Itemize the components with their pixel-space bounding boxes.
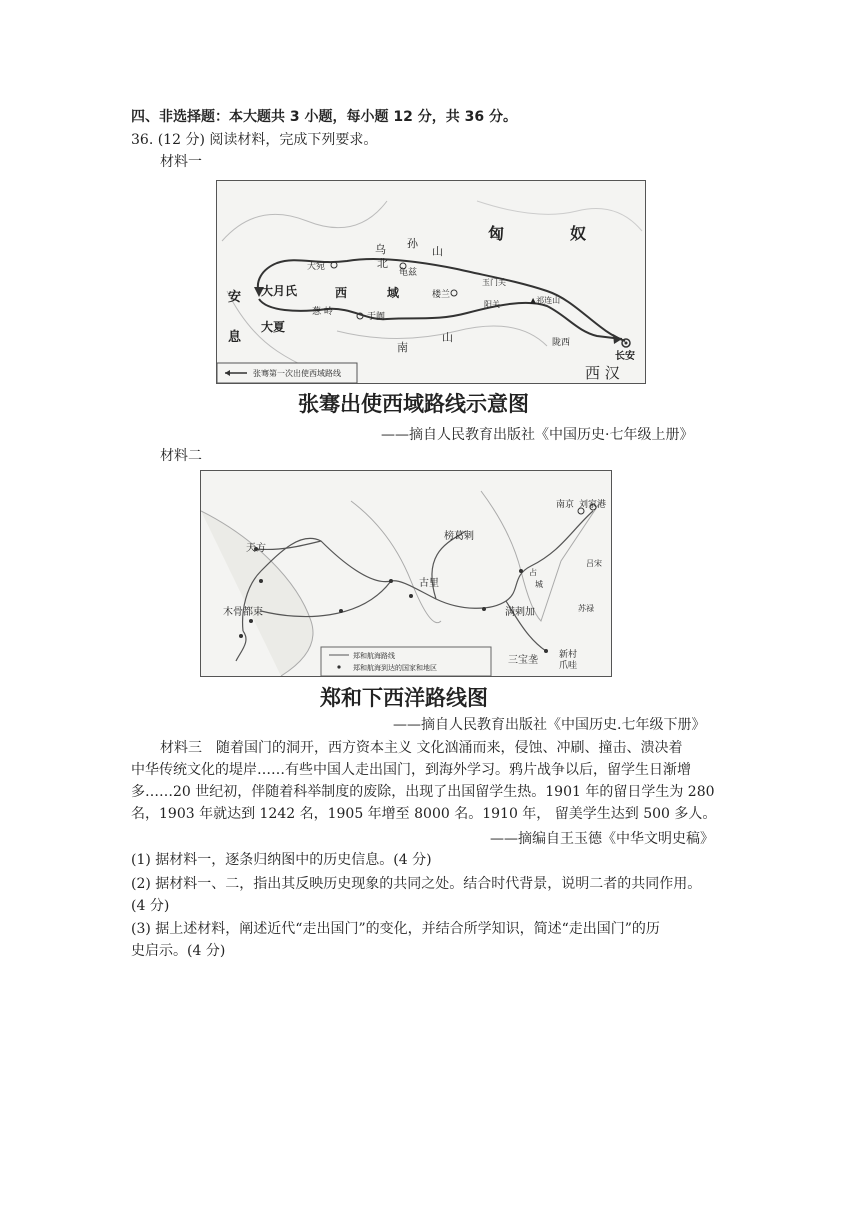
map-label: 西 汉 — [585, 364, 620, 382]
map-label: 山 — [442, 331, 453, 344]
map1-caption: 张骞出使西域路线示意图 — [298, 392, 529, 416]
map2-legend-route: 郑和航海路线 — [353, 652, 395, 660]
map-label: 奴 — [570, 224, 587, 243]
map-label: 三宝垄 — [508, 655, 538, 666]
map1-legend: 张骞第一次出使西域路线 — [253, 369, 341, 378]
map2-caption: 郑和下西洋路线图 — [320, 686, 488, 710]
map-label: 南 — [397, 341, 408, 354]
map-label: 占 — [529, 568, 537, 577]
question-3-line1: (3) 据上述材料，阐述近代“走出国门”的变化，并结合所学知识，简述“走出国门”的历 — [131, 921, 660, 937]
section-header: 四、非选择题：本大题共 3 小题，每小题 12 分，共 36 分。 — [131, 109, 517, 125]
map-label: 榜葛剌 — [444, 531, 474, 542]
question-1: (1) 据材料一，逐条归纳图中的历史信息。(4 分) — [131, 852, 432, 868]
map-label: 古里 — [419, 578, 439, 589]
map-label: 阳关 — [484, 300, 500, 309]
material3-line1: 材料三 随着国门的洞开，西方资本主义 文化汹涌而来，侵蚀、冲刷、撞击、溃决着 — [160, 740, 683, 756]
question-2-line2: (4 分) — [131, 898, 170, 914]
material2-label: 材料二 — [160, 448, 202, 464]
map-label: 吕宋 — [586, 559, 602, 568]
map-label: 玉门关 — [482, 278, 506, 287]
material3-source: ——摘编自王玉德《中华文明史稿》 — [490, 831, 714, 847]
map-label: 北 — [377, 257, 388, 270]
map-label: 天方 — [246, 543, 266, 554]
map-label: 孙 — [407, 237, 418, 250]
map-label: 域 — [387, 286, 400, 300]
question-36-intro: 36. (12 分) 阅读材料，完成下列要求。 — [131, 132, 378, 148]
question-2-line1: (2) 据材料一、二，指出其反映历史现象的共同之处。结合时代背景，说明二者的共同作用。 — [131, 876, 702, 892]
material3-line3: 多……20 世纪初，伴随着科举制度的废除，出现了出国留学生热。1901 年的留日学生为 280 — [131, 784, 715, 800]
map-label: 乌 — [375, 243, 386, 256]
map-label: 匈 — [488, 224, 505, 243]
question-3-line2: 史启示。(4 分) — [131, 943, 226, 959]
map-label: 新村 — [559, 650, 578, 660]
map-label: 安 — [228, 290, 242, 305]
map-label: 于阗 — [367, 312, 386, 322]
map-label: 西 — [335, 286, 348, 300]
map-label: 葱 岭 — [312, 307, 333, 317]
material2-source: ——摘自人民教育出版社《中国历史.七年级下册》 — [393, 717, 706, 733]
map-label: 刘家港 — [579, 500, 607, 510]
material1-label: 材料一 — [160, 154, 202, 170]
map-label: 苏禄 — [578, 604, 594, 613]
map-label: 楼兰 — [432, 290, 451, 300]
map2-legend-places: 郑和航海到达的国家和地区 — [353, 664, 437, 672]
map-label: 长安 — [615, 351, 635, 362]
map-label: 山 — [432, 245, 443, 258]
map-label: 爪哇 — [559, 661, 578, 671]
material3-line4: 名，1903 年就达到 1242 名，1905 年增至 8000 名。1910 年， 留美学生达到 500 多人。 — [131, 806, 717, 822]
route-return — [259, 299, 622, 339]
map-label: 大月氏 — [261, 284, 298, 298]
map-label: 息 — [228, 330, 242, 345]
map-label: 龟兹 — [399, 268, 418, 278]
material3-line2: 中华传统文化的堤岸……有些中国人走出国门，到海外学习。鸦片战争以后，留学生日渐增 — [131, 762, 691, 778]
map-label: 木骨都束 — [223, 607, 263, 618]
map-label: 大夏 — [261, 320, 286, 334]
map-label: 南京 — [556, 500, 575, 510]
map-label: 陇西 — [552, 338, 571, 348]
map-label: 大宛 — [307, 262, 326, 272]
map-label: 城 — [535, 580, 543, 589]
map-label: ▲祁连山 — [530, 296, 561, 305]
material1-source: ——摘自人民教育出版社《中国历史·七年级上册》 — [381, 427, 694, 443]
zhenghe-route-map — [200, 470, 612, 677]
map-label: 满剌加 — [505, 607, 535, 618]
zhangqian-route-map — [216, 180, 646, 384]
